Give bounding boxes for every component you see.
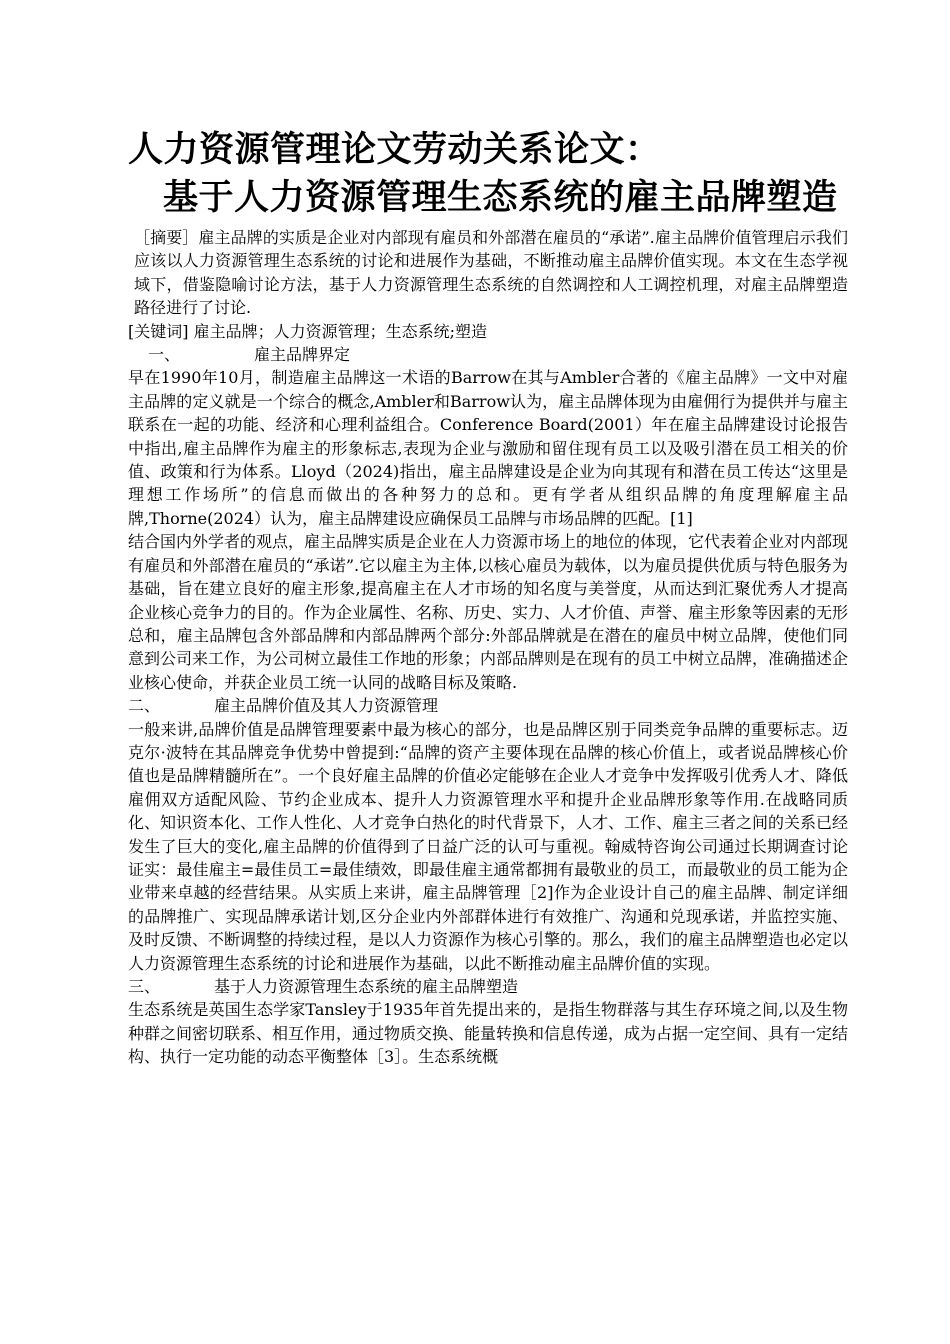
document-title-line-1: 人力资源管理论文劳动关系论文： xyxy=(128,130,661,170)
section-title: 雇主品牌价值及其人力资源管理 xyxy=(214,696,439,716)
document-title-line-2: 基于人力资源管理生态系统的雇主品牌塑造 xyxy=(163,178,838,218)
section-title: 雇主品牌界定 xyxy=(254,345,351,365)
body-paragraph: 一般来讲,品牌价值是品牌管理要素中最为核心的部分，也是品牌区别于同类竞争品牌的重要标志。迈克尔·波特在其品牌竞争优势中曾提到:“品牌的资产主要体现在品牌的核心价值上，或者说品牌核心价值也是品牌精髓所在”。一个良好雇主品牌的价值必定能够在企业人才竞争中发挥吸引优秀人才、降低雇佣双方适配风险、节约企业成本、提升人力资源管理水平和提升企业品牌形象等作用.在战略同质化、知识资本化、工作人性化、人才竞争白热化的时代背景下，人才、工作、雇主三者之间的关系已经发生了巨大的变化,雇主品牌的价值得到了日益广泛的认可与重视。翰威特咨询公司通过长期调查讨论证实：最佳雇主=最佳员工=最佳绩效，即最佳雇主通常都拥有最敬业的员工，而最敬业的员工能为企业带来卓越的经营结果。从实质上来讲，雇主品牌管理［2]作为企业设计自己的雇主品牌、制定详细的品牌推广、实现品牌承诺计划,区分企业内外部群体进行有效推广、沟通和兑现承诺，并监控实施、及时反馈、不断调整的持续过程，是以人力资源作为核心引擎的。那么，我们的雇主品牌塑造也必定以人力资源管理生态系统的讨论和进展作为基础，以此不断推动雇主品牌价值的实现。 xyxy=(128,719,849,973)
section-heading-2 xyxy=(128,694,848,717)
body-paragraph: 早在1990年10月，制造雇主品牌这一术语的Barrow在其与Ambler合著的《雇主品牌》一文中对雇主品牌的定义就是一个综合的概念,Ambler和Barrow认为，雇主品牌体现为由雇佣行为提供并与雇主联系在一起的功能、经济和心理利益组合。Conference Board(2001）年在雇主品牌建设讨论报告中指出,雇主品牌作为雇主的形象标志,表现为企业与激励和留住现有员工以及吸引潜在员工相关的价值、政策和行为体系。Lloyd（2024)指出，雇主品牌建设是企业为向其现有和潜在员工传达“这里是理想工作场所”的信息而做出的各种努力的总和。更有学者从组织品牌的角度理解雇主品牌,Thorne(2024）认为，雇主品牌建设应确保员工品牌与市场品牌的匹配。[1] xyxy=(128,368,848,528)
keywords-line: [关键词] 雇主品牌；人力资源管理；生态系统;塑造 xyxy=(128,321,487,341)
section-heading-3 xyxy=(128,975,848,998)
abstract-paragraph: ［摘要］雇主品牌的实质是企业对内部现有雇员和外部潜在雇员的“承诺”.雇主品牌价值管理启示我们应该以人力资源管理生态系统的讨论和进展作为基础，不断推动雇主品牌价值实现。本文在生态学视域下，借鉴隐喻讨论方法，基于人力资源管理生态系统的自然调控和人工调控机理，对雇主品牌塑造路径进行了讨论. xyxy=(134,228,848,318)
section-number: 三、 xyxy=(128,977,161,996)
section-number: 二、 xyxy=(128,696,161,716)
section-title: 基于人力资源管理生态系统的雇主品牌塑造 xyxy=(214,977,519,996)
section-number: 一、 xyxy=(148,345,181,365)
section-heading-1 xyxy=(128,343,848,366)
document-body xyxy=(128,226,848,1069)
body-paragraph: 结合国内外学者的观点，雇主品牌实质是企业在人力资源市场上的地位的体现，它代表着企业对内部现有雇员和外部潜在雇员的“承诺”.它以雇主为主体,以核心雇员为载体，以为雇员提供优质与特色服务为基础，旨在建立良好的雇主形象,提高雇主在人才市场的知名度与美誉度，从而达到汇聚优秀人才提高企业核心竞争力的目的。作为企业属性、名称、历史、实力、人才价值、声誉、雇主形象等因素的无形总和，雇主品牌包含外部品牌和内部品牌两个部分:外部品牌就是在潜在的雇员中树立品牌，使他们同意到公司来工作，为公司树立最佳工作地的形象；内部品牌则是在现有的员工中树立品牌，准确描述企业核心使命，并获企业员工统一认同的战略目标及策略. xyxy=(128,532,849,692)
body-paragraph: 生态系统是英国生态学家Tansley于1935年首先提出来的，是指生物群落与其生存环境之间,以及生物种群之间密切联系、相互作用，通过物质交换、能量转换和信息传递，成为占据一定空间、具有一定结构、执行一定功能的动态平衡整体［3］。生态系统概 xyxy=(128,1000,849,1067)
